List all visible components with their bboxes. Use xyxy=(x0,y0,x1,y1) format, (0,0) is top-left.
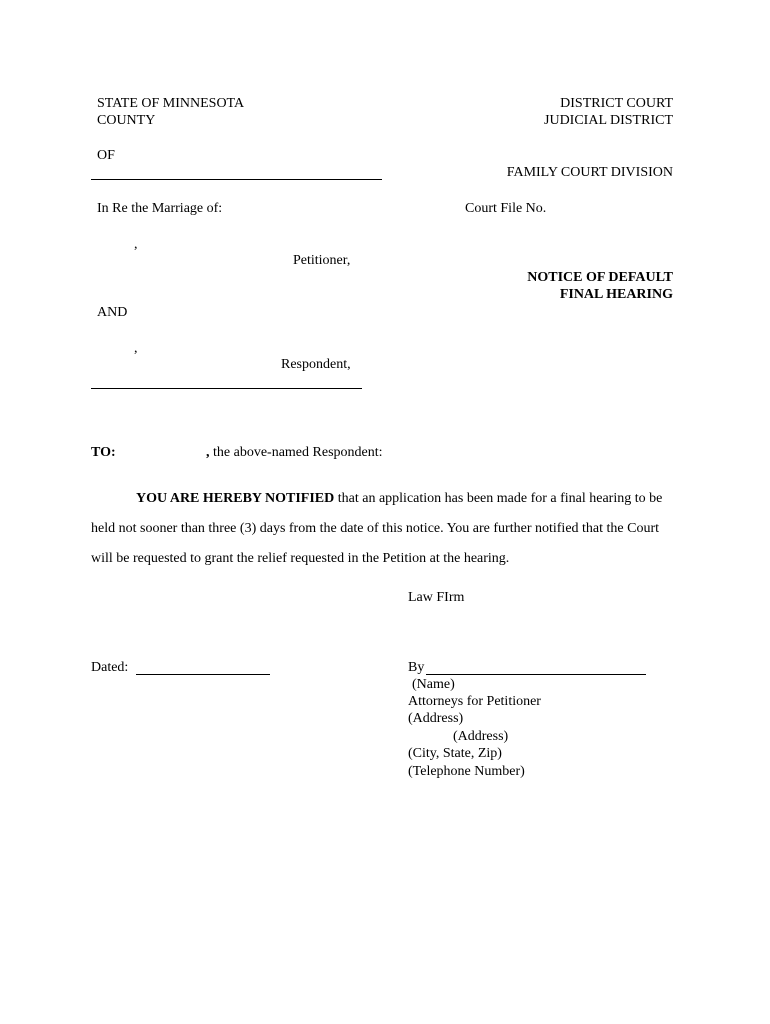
caption-rule-top xyxy=(91,179,382,180)
petitioner-comma: , xyxy=(134,237,138,252)
signature-blank[interactable] xyxy=(426,674,646,675)
notice-lead: YOU ARE HEREBY NOTIFIED xyxy=(136,491,335,506)
by-label: By xyxy=(408,660,425,675)
court-file-no-label: Court File No. xyxy=(465,201,547,216)
and-label: AND xyxy=(97,305,128,320)
attorney-role: Attorneys for Petitioner xyxy=(408,694,541,709)
to-comma: , xyxy=(206,445,210,460)
document-title-line1: NOTICE OF DEFAULT xyxy=(527,270,673,285)
to-label: TO: xyxy=(91,445,116,460)
telephone-number: (Telephone Number) xyxy=(408,764,525,779)
to-line xyxy=(206,444,383,461)
of-label: OF xyxy=(97,148,115,163)
address-line2: (Address) xyxy=(453,729,509,744)
judicial-district-label: JUDICIAL DISTRICT xyxy=(544,113,673,128)
county-label: COUNTY xyxy=(97,113,156,128)
respondent-comma: , xyxy=(134,341,138,356)
respondent-label: Respondent, xyxy=(281,357,351,372)
district-court-label: DISTRICT COURT xyxy=(560,96,673,111)
notice-text: that an application has been made for a final hearing to be held not sooner than three (3) days from the date of this notice. You are further notified that the Court will be requested to grant the relief requested in the Petition at the hearing. xyxy=(91,491,663,566)
law-firm-name: Law FIrm xyxy=(408,590,465,605)
to-text: the above-named Respondent: xyxy=(209,445,383,460)
address-line1: (Address) xyxy=(408,711,464,726)
caption-rule-bottom xyxy=(91,388,362,389)
state-name: STATE OF MINNESOTA xyxy=(97,96,245,111)
dated-blank[interactable] xyxy=(136,674,270,675)
petitioner-label: Petitioner, xyxy=(293,253,351,268)
attorney-name: (Name) xyxy=(412,677,455,692)
city-state-zip: (City, State, Zip) xyxy=(408,746,502,761)
in-re-label: In Re the Marriage of: xyxy=(97,201,223,216)
family-division-label: FAMILY COURT DIVISION xyxy=(506,165,673,180)
document-title-line2: FINAL HEARING xyxy=(559,287,673,302)
notice-paragraph xyxy=(91,484,683,574)
dated-label: Dated: xyxy=(91,660,129,675)
